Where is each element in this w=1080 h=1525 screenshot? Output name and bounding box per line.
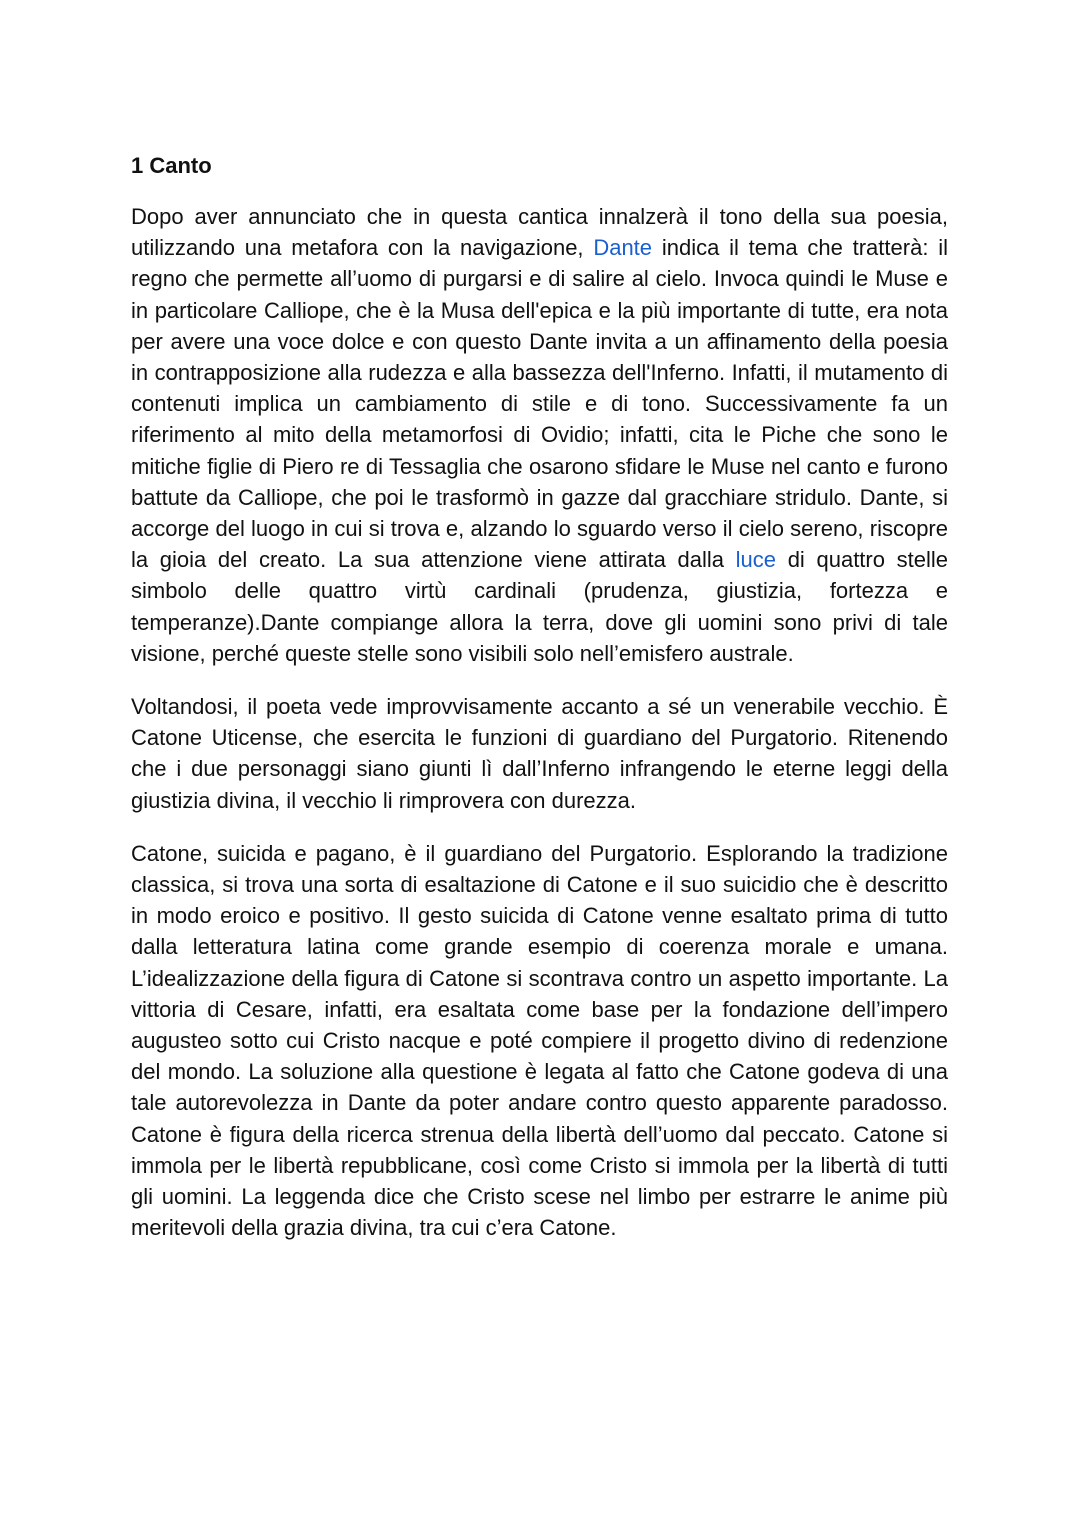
document-page bbox=[131, 150, 948, 1266]
paragraph-1 bbox=[131, 201, 948, 669]
luce-link[interactable]: luce bbox=[735, 547, 777, 573]
paragraph-text: Catone, suicida e pagano, è il guardiano del Purgatorio. Esplorando la tradizione classica, si trova una sorta di esaltazione di Catone e il suo suicidio che è descritto in modo eroico e positivo. Il gesto suicida di Catone venne esaltato prima di tutto dalla letteratura latina come grande esempio di coerenza morale e umana. L’idealizzazione della figura di Catone si scontrava contro un aspetto importante. La vittoria di Cesare, infatti, era esaltata come base per la fondazione dell’impero augusteo sotto cui Cristo nacque e poté compiere il progetto divino di redenzione del mondo. La soluzione alla questione è legata al fatto che Catone godeva di una tale autorevolezza in Dante da poter andare contro questo apparente paradosso. Catone è figura della ricerca strenua della libertà dell’uomo dal peccato. Catone si immola per le libertà repubblicane, così come Cristo si immola per la libertà di tutti gli uomini. La leggenda dice che Cristo scese nel limbo per estrarre le anime più meritevoli della grazia divina, tra cui c’era Catone. bbox=[131, 840, 948, 1241]
paragraph-text: Voltandosi, il poeta vede improvvisamente accanto a sé un venerabile vecchio. È Catone Uticense, che esercita le funzioni di guardiano del Purgatorio. Ritenendo che i due personaggi siano giunti lì dall’Inferno infrangendo le eterne leggi della giustizia divina, il vecchio li rimprovera con durezza. bbox=[131, 694, 948, 813]
paragraph-3 bbox=[131, 838, 948, 1244]
page-title: 1 Canto bbox=[131, 153, 212, 178]
dante-link[interactable]: Dante bbox=[593, 235, 653, 261]
paragraph-text: Dopo aver annunciato che in questa cantica innalzerà il tono della sua poesia, utilizzando una metafora con la navigazione, bbox=[131, 204, 948, 261]
paragraph-text: di quattro stelle simbolo delle quattro virtù cardinali (prudenza, giustizia, fortezza e temperanze).Dante compiange allora la terra, dove gli uomini sono privi di tale visione, perché queste stelle sono visibili solo nell’emisfero australe. bbox=[131, 547, 949, 666]
paragraph-2 bbox=[131, 691, 948, 816]
paragraph-text: indica il tema che tratterà: il regno che permette all’uomo di purgarsi e di salire al cielo. Invoca quindi le Muse e in particolare Calliope, che è la Musa dell'epica e la più importante di tutte, era nota per avere una voce dolce e con questo Dante invita a un affinamento della poesia in contrapposizione alla rudezza e alla bassezza dell'Inferno. Infatti, il mutamento di contenuti implica un cambiamento di stile e di tono. Successivamente fa un riferimento al mito della metamorfosi di Ovidio; infatti, cita le Piche che sono le mitiche figlie di Piero re di Tessaglia che osarono sfidare le Muse nel canto e furono battute da Calliope, che poi le trasformò in gazze dal gracchiare stridulo. Dante, si accorge del luogo in cui si trova e, alzando lo sguardo verso il cielo sereno, riscopre la gioia del creato. La sua attenzione viene attirata dalla bbox=[131, 235, 948, 573]
